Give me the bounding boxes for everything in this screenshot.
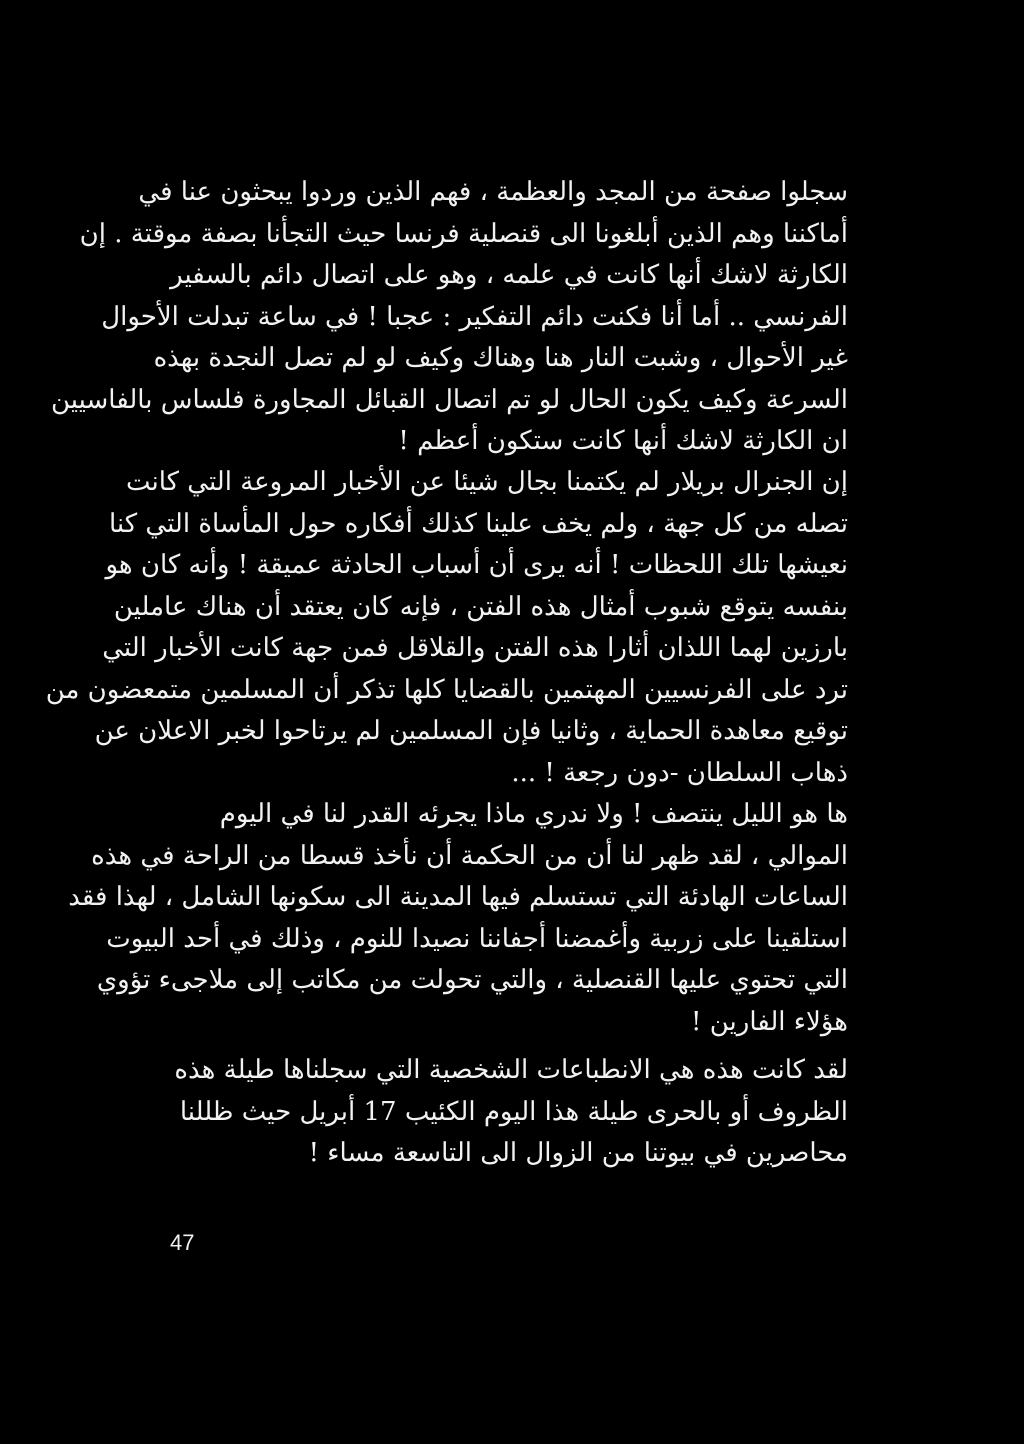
paragraph-1 (51, 172, 848, 463)
text-line: محاصرين في بيوتنا من الزوال الى التاسعة مساء ! (308, 1138, 848, 1168)
text-line: بنفسه يتوقع شبوب أمثال هذه الفتن ، فإنه كان يعتقد أن هناك عاملين (113, 591, 848, 622)
text-line: السرعة وكيف يكون الحال لو تم اتصال القبائل المجاورة فلساس بالفاسيين (51, 384, 848, 415)
text-line: ان الكارثة لاشك أنها كانت ستكون أعظم ! (398, 426, 848, 456)
text-line: ترد على الفرنسيين المهتمين بالقضايا كلها تذكر أن المسلمين متمعضون من (45, 674, 848, 705)
text-line: الفرنسي .. أما أنا فكنت دائم التفكير : عجبا ! في ساعة تبدلت الأحوال (101, 301, 848, 332)
page-number: 47 (170, 1230, 195, 1255)
text-line: استلقينا على زربية وأغمضنا أجفاننا نصيدا للنوم ، وذلك في أحد البيوت (106, 923, 848, 954)
text-line: لقد كانت هذه هي الانطباعات الشخصية التي سجلناها طيلة هذه (174, 1055, 848, 1085)
text-line: نعيشها تلك اللحظات ! أنه يرى أن أسباب الحادثة عميقة ! وأنه كان هو (105, 550, 848, 580)
text-line: الساعات الهادئة التي تستسلم فيها المدينة الى سكونها الشامل ، لهذا فقد (68, 882, 848, 912)
text-line: التي تحتوي عليها القنصلية ، والتي تحولت من مكاتب إلى ملاجىء تؤوي (96, 965, 848, 995)
text-line: سجلوا صفحة من المجد والعظمة ، فهم الذين وردوا يبحثون عنا في (138, 177, 848, 207)
text-line: أماكننا وهم الذين أبلغونا الى قنصلية فرنسا حيث التجأنا بصفة موقتة . إن (79, 218, 848, 249)
text-line: الكارثة لاشك أنها كانت في علمه ، وهو على اتصال دائم بالسفير (170, 260, 848, 290)
text-line: إن الجنرال بريلار لم يكتمنا بجال شيئا عن الأخبار المروعة التي كانت (125, 467, 848, 497)
text-line: الموالي ، لقد ظهر لنا أن من الحكمة أن نأخذ قسطا من الراحة في هذه (91, 840, 848, 871)
text-line: الظروف أو بالحرى طيلة هذا اليوم الكئيب 17 أبريل حيث ظللنا (179, 1096, 848, 1127)
paragraph-2 (45, 462, 848, 794)
text-line: بارزين لهما اللذان أثارا هذه الفتن والقلاقل فمن جهة كانت الأخبار التي (102, 633, 848, 663)
text-line: تصله من كل جهة ، ولم يخف علينا كذلك أفكاره حول المأساة التي كنا (109, 508, 848, 539)
text-line: هؤلاء الفارين ! (691, 1006, 848, 1037)
text-line: غير الأحوال ، وشبت النار هنا وهناك وكيف لو لم تصل النجدة بهذه (153, 343, 848, 373)
paragraph-4 (174, 1050, 848, 1175)
text-line: ذهاب السلطان -دون رجعة ! ... (511, 757, 848, 788)
paragraph-3 (68, 794, 848, 1043)
text-line: توقيع معاهدة الحماية ، وثانيا فإن المسلمين لم يرتاحوا لخبر الاعلان عن (94, 716, 848, 746)
text-line: ها هو الليل ينتصف ! ولا ندري ماذا يجرئه القدر لنا في اليوم (219, 799, 848, 829)
